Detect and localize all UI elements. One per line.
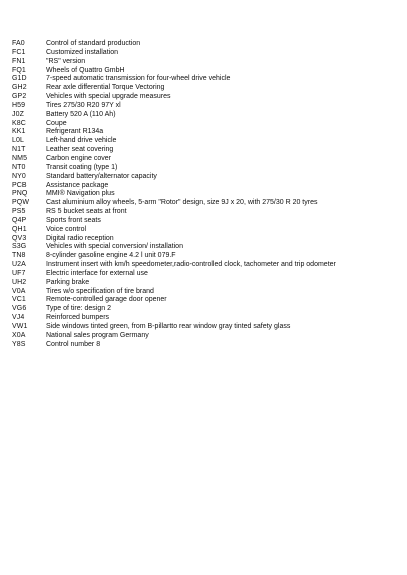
option-code: V0A <box>12 287 26 295</box>
option-code: QH1 <box>12 225 27 233</box>
option-code: X0A <box>12 331 26 339</box>
option-description: Vehicles with special upgrade measures <box>46 93 171 101</box>
option-description: Control number 8 <box>46 340 101 348</box>
option-description: Assistance package <box>46 181 109 189</box>
option-row <box>12 235 336 244</box>
option-code: H59 <box>12 101 26 109</box>
option-description: National sales program Germany <box>46 331 149 339</box>
option-description: Sports front seats <box>46 216 101 224</box>
option-description: Reinforced bumpers <box>46 314 110 322</box>
option-code: PCB <box>12 181 27 189</box>
option-code: FC1 <box>12 48 26 56</box>
option-row <box>12 341 336 350</box>
option-description: Instrument insert with km/h speedometer,radio-controlled clock, tachometer and trip odometer <box>46 261 336 269</box>
option-description: MMI® Navigation plus <box>46 190 115 198</box>
option-code: U2A <box>12 261 26 269</box>
option-code: UF7 <box>12 269 26 277</box>
option-description: Coupe <box>46 119 67 127</box>
option-code: FA0 <box>12 40 25 47</box>
option-row <box>12 332 336 341</box>
option-description: Carbon engine cover <box>46 154 111 162</box>
option-description: Side windows tinted green, from B-pillartto rear window gray tinted safety glass <box>46 323 291 330</box>
option-row <box>12 128 336 137</box>
option-description: Digital radio reception <box>46 234 114 242</box>
option-row <box>12 314 336 323</box>
option-row <box>12 270 336 279</box>
option-row <box>12 173 336 182</box>
option-description: Electric interface for external use <box>46 269 148 277</box>
option-code: FQ1 <box>12 66 26 74</box>
option-code: Y8S <box>12 340 26 348</box>
option-code: VJ4 <box>12 314 25 322</box>
option-row <box>12 252 336 261</box>
option-description: Cast aluminium alloy wheels, 5-arm "Rotor" design, size 9J x 20, with 275/30 R 20 tyres <box>46 199 318 207</box>
option-row <box>12 58 336 67</box>
option-code: PNQ <box>12 190 28 198</box>
option-description: Control of standard production <box>46 40 141 47</box>
option-description: Battery 520 A (110 Ah) <box>46 110 116 118</box>
option-description: Remote-controlled garage door opener <box>46 296 167 304</box>
option-row <box>12 226 336 235</box>
option-row <box>12 164 336 173</box>
option-code: VC1 <box>12 296 26 304</box>
option-row <box>12 75 336 84</box>
option-row <box>12 49 336 58</box>
option-description: "RS" version <box>46 57 86 65</box>
option-description: 7-speed automatic transmission for four-wheel drive vehicle <box>46 75 231 83</box>
option-description: 8-cylinder gasoline engine 4.2 l unit 079.F <box>46 252 176 260</box>
option-code: G1D <box>12 75 27 83</box>
option-row <box>12 102 336 111</box>
option-description: Leather seat covering <box>46 146 114 154</box>
option-row <box>12 84 336 93</box>
option-description: Customized installation <box>46 48 118 56</box>
option-code: N1T <box>12 146 26 154</box>
option-code: GH2 <box>12 84 27 92</box>
option-description: Standard battery/alternator capacity <box>46 172 157 180</box>
option-code: VG6 <box>12 305 27 313</box>
option-description: Voice control <box>46 225 87 233</box>
option-row <box>12 261 336 270</box>
option-code: FN1 <box>12 57 26 65</box>
option-row <box>12 279 336 288</box>
option-row <box>12 67 336 76</box>
option-code: PS5 <box>12 208 26 216</box>
option-code: QV3 <box>12 234 27 242</box>
option-row <box>12 155 336 164</box>
option-code-list <box>12 40 336 350</box>
option-code: NY0 <box>12 172 26 180</box>
option-row <box>12 111 336 120</box>
option-description: RS 5 bucket seats at front <box>46 208 127 216</box>
option-row <box>12 243 336 252</box>
option-description: Rear axle differential Torque Vectoring <box>46 84 165 92</box>
option-code: KK1 <box>12 128 26 136</box>
option-row <box>12 296 336 305</box>
option-row <box>12 120 336 129</box>
option-row <box>12 190 336 199</box>
option-row <box>12 40 336 49</box>
option-description: Parking brake <box>46 278 90 286</box>
option-row <box>12 323 336 332</box>
option-code: NT0 <box>12 163 26 171</box>
option-description: Wheels of Quattro GmbH <box>46 66 125 74</box>
option-code: UH2 <box>12 278 27 286</box>
option-code: L0L <box>12 137 24 145</box>
option-code: VW1 <box>12 323 28 330</box>
option-code: TN8 <box>12 252 26 260</box>
option-code: J0Z <box>12 110 24 118</box>
option-row <box>12 146 336 155</box>
option-row <box>12 93 336 102</box>
option-code: Q4P <box>12 216 27 224</box>
option-description: Tires w/o specification of tire brand <box>46 287 154 295</box>
option-code: PQW <box>12 199 30 207</box>
option-row <box>12 199 336 208</box>
option-description: Tires 275/30 R20 97Y xl <box>46 101 121 109</box>
option-description: Transit coating (type 1) <box>46 163 118 171</box>
option-description: Refrigerant R134a <box>46 128 104 136</box>
option-row <box>12 217 336 226</box>
option-code: S3G <box>12 243 27 251</box>
option-row <box>12 288 336 297</box>
option-code: NM5 <box>12 154 28 162</box>
option-description: Vehicles with special conversion/ installation <box>46 243 183 251</box>
option-code: GP2 <box>12 93 27 101</box>
option-row <box>12 208 336 217</box>
option-row <box>12 305 336 314</box>
option-code: K8C <box>12 119 26 127</box>
option-description: Type of tire: design 2 <box>46 305 111 313</box>
option-description: Left-hand drive vehicle <box>46 137 117 145</box>
option-row <box>12 137 336 146</box>
